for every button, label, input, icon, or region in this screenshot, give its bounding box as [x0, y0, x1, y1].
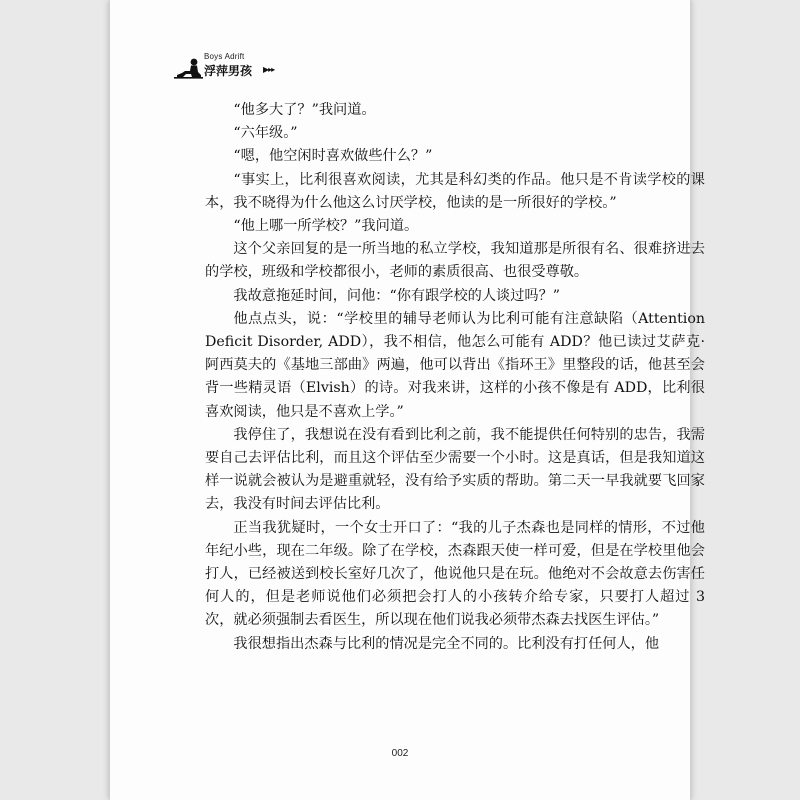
boy-silhouette-icon: [174, 58, 204, 80]
paragraph: 这个父亲回复的是一所当地的私立学校，我知道那是所很有名、很难挤进去的学校，班级和学校都很小，老师的素质很高、也很受尊敬。: [205, 241, 705, 281]
arrow-marker-icon: ▶▸▸: [263, 65, 275, 74]
body-text: [205, 99, 705, 656]
book-page: [110, 0, 705, 800]
paragraph: “事实上，比利很喜欢阅读，尤其是科幻类的作品。他只是不肯读学校的课本，我不晓得为什么他这么讨厌学校，他读的是一所很好的学校。”: [205, 171, 705, 211]
paragraph: “六年级。”: [233, 125, 298, 142]
paragraph: “他多大了？”我问道。: [233, 102, 376, 118]
paragraph: 我故意拖延时间，问他：“你有跟学校的人谈过吗？”: [233, 287, 561, 304]
paragraph: “他上哪一所学校？”我问道。: [233, 218, 419, 235]
paragraph: 正当我犹疑时，一个女士开口了：“我的儿子杰森也是同样的情形，不过他年纪小些，现在二年级。除了在学校，杰森跟天使一样可爱，但是在学校里他会打人，已经被送到校长室好几次了，他说他只是在玩。他绝对不会故意去伤害任何人的，但是老师说他们必须把会打人的小孩转介给专家，只要打人超过 3 次，就必须强制去看医生，所以现在他们说我必须带杰森去找医生评估。”: [205, 519, 705, 629]
paragraph: 我很想指出杰森与比利的情况是完全不同的。比利没有打任何人，他: [233, 635, 660, 652]
running-header: [174, 52, 374, 82]
paragraph: “嗯，他空闲时喜欢做些什么？”: [233, 148, 433, 165]
series-title-cn: 浮萍男孩: [204, 64, 253, 78]
page-number: 002: [391, 748, 409, 759]
paragraph: 我停住了，我想说在没有看到比利之前，我不能提供任何特别的忠告，我需要自己去评估比利，而且这个评估至少需要一个小时。这是真话，但是我知道这样一说就会被认为是避重就轻，没有给予实质的帮助。第二天一早我就要飞回家去，我没有时间去评估比利。: [205, 426, 705, 513]
series-title-en: Boys Adrift: [204, 52, 245, 61]
paragraph: 他点点头，说：“学校里的辅导老师认为比利可能有注意缺陷（Attention Deficit Disorder, ADD），我不相信，他怎么可能有 ADD？他已读过艾萨克·阿西莫夫的《基地三部曲》两遍，他可以背出《指环王》里整段的话，他甚至会背一些精灵语（Elvish）的诗。对我来讲，这样的小孩不像是有 ADD，比利很喜欢阅读，他只是不喜欢上学。”: [205, 310, 705, 420]
